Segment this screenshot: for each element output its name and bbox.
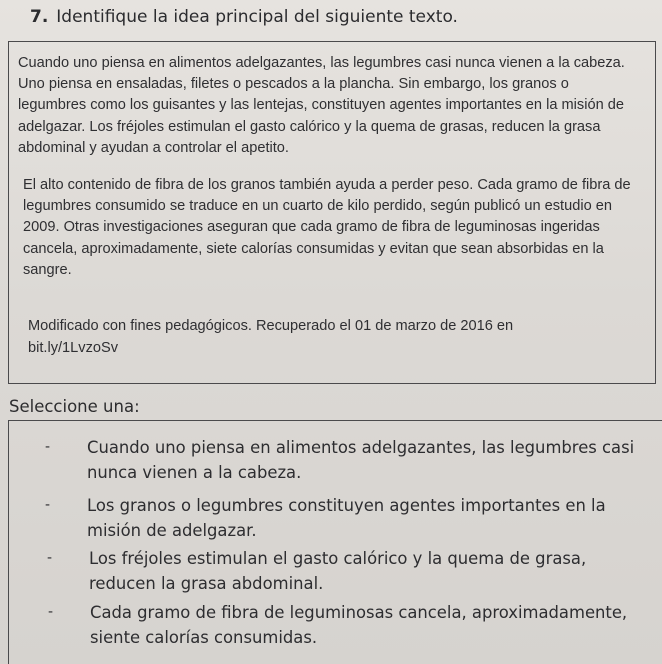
reading-paragraph-1: Cuando uno piensa en alimentos adelgazantes, las legumbres casi nunca vienen a la cabeza. Uno piensa en ensaladas, filetes o pescados a la plancha. Sin embargo, los granos o legumbres como los guisantes y las lentejas, constituyen agentes importantes en la misión de adelgazar. Los fréjoles estimulan el gasto calórico y la quema de grasas, reducen la grasa abdominal y ayudan a controlar el apetito.	[18, 55, 625, 156]
answer-options	[8, 420, 662, 664]
answer-option-1[interactable]	[45, 435, 652, 485]
reading-passage-box	[8, 41, 656, 384]
answer-option-text: Los granos o legumbres constituyen agentes importantes en la misión de adelgazar.	[87, 496, 606, 540]
answer-option-2[interactable]	[45, 493, 647, 543]
answer-option-text: Los fréjoles estimulan el gasto calórico y la quema de grasa, reducen la grasa abdominal.	[89, 549, 587, 593]
option-marker: -	[47, 550, 53, 566]
option-marker: -	[48, 604, 54, 620]
question-text: Identifique la idea principal del siguiente texto.	[56, 7, 458, 27]
answer-option-3[interactable]	[47, 546, 649, 596]
reading-paragraph-2: El alto contenido de fibra de los granos también ayuda a perder peso. Cada gramo de fibra de legumbres consumido se traduce en un cuarto de kilo perdido, según publicó un estudio en 2009. Otras investigaciones aseguran que cada gramo de fibra de leguminosas ingeridas cancela, aproximadamente, siete calorías consumidas y evitan que sean absorbidas en la sangre.	[23, 177, 631, 278]
answer-option-text: Cuando uno piensa en alimentos adelgazantes, las legumbres casi nunca vienen a la cabeza.	[87, 438, 635, 482]
source-citation: Modificado con fines pedagógicos. Recuperado el 01 de marzo de 2016 en bit.ly/1LvzoSv	[28, 318, 514, 356]
option-marker: -	[45, 439, 51, 455]
answer-option-4[interactable]	[48, 600, 655, 650]
question-heading	[30, 7, 458, 27]
select-one-label: Seleccione una:	[9, 397, 140, 416]
option-marker: -	[45, 497, 51, 513]
answer-option-text: Cada gramo de fibra de leguminosas cancela, aproximadamente, siente calorías consumidas.	[90, 603, 628, 647]
question-number: 7.	[30, 7, 49, 27]
